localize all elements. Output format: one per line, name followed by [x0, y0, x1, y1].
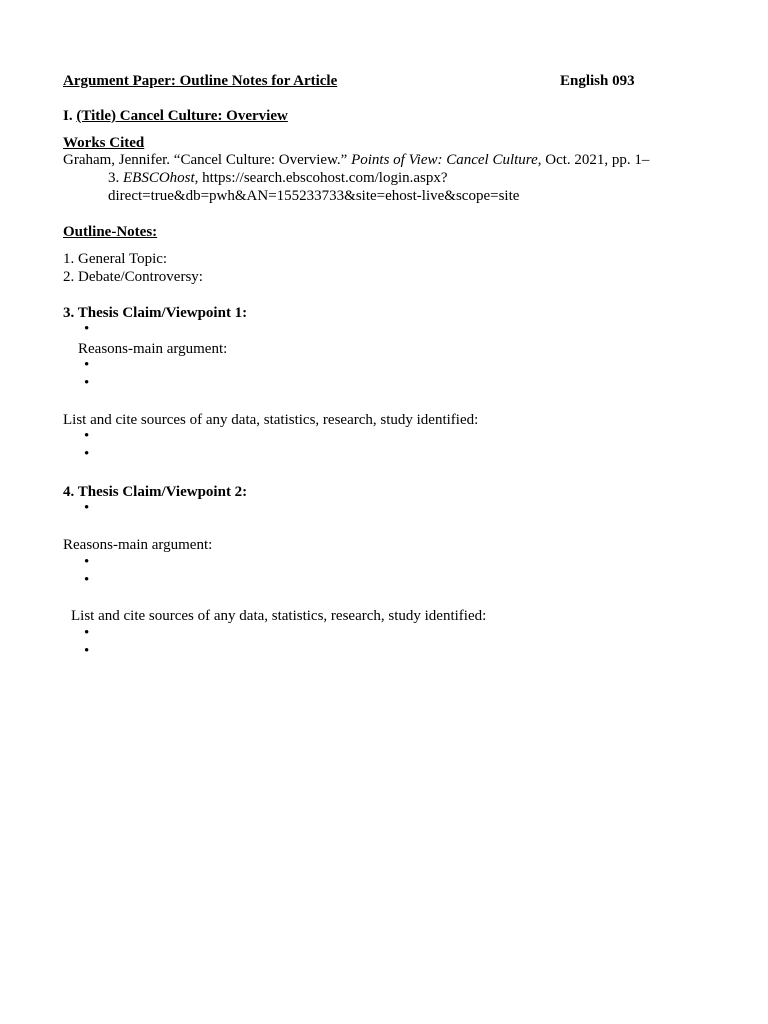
- citation-author: Graham, Jennifer. “Cancel Culture: Overview.”: [63, 152, 352, 168]
- citation-date: , Oct. 2021, pp. 1–: [537, 152, 650, 168]
- course-label: English 093: [560, 73, 635, 89]
- reasons-2-bullet: •: [84, 554, 90, 570]
- reasons-1-bullet: •: [84, 357, 90, 373]
- reasons-1-bullet: •: [84, 375, 90, 391]
- thesis-viewpoint-1-heading: 3. Thesis Claim/Viewpoint 1:: [63, 305, 248, 321]
- section-numeral: I.: [63, 108, 73, 124]
- sources-2-label: List and cite sources of any data, statistics, research, study identified:: [71, 608, 487, 624]
- sources-2-bullet: •: [84, 643, 90, 659]
- outline-notes-heading: Outline-Notes:: [63, 224, 158, 240]
- citation-source-title: Points of View: Cancel Culture: [351, 152, 538, 168]
- sources-1-label: List and cite sources of any data, statistics, research, study identified:: [63, 412, 479, 428]
- debate-controversy-item: 2. Debate/Controversy:: [63, 269, 203, 285]
- thesis-viewpoint-2-heading: 4. Thesis Claim/Viewpoint 2:: [63, 484, 248, 500]
- citation-line-2: [108, 169, 448, 187]
- citation-url-part1: , https://search.ebscohost.com/login.aspx?: [194, 170, 448, 186]
- works-cited-heading: Works Cited: [63, 135, 145, 151]
- sources-1-bullet: •: [84, 428, 90, 444]
- sources-2-bullet: •: [84, 625, 90, 641]
- citation-pages-end: 3.: [108, 170, 123, 186]
- thesis-1-bullet: •: [84, 321, 90, 337]
- reasons-1-label: Reasons-main argument:: [78, 341, 228, 357]
- citation-url-part2: direct=true&db=pwh&AN=155233733&site=ehost-live&scope=site: [108, 188, 520, 204]
- document-title: Argument Paper: Outline Notes for Article: [63, 73, 338, 89]
- general-topic-item: 1. General Topic:: [63, 251, 168, 267]
- thesis-2-bullet: •: [84, 500, 90, 516]
- reasons-2-bullet: •: [84, 572, 90, 588]
- citation-database: EBSCOhost: [123, 170, 195, 186]
- sources-1-bullet: •: [84, 446, 90, 462]
- reasons-2-label: Reasons-main argument:: [63, 537, 213, 553]
- section-title: [63, 107, 288, 125]
- citation-line-1: [63, 151, 649, 169]
- section-title-text: (Title) Cancel Culture: Overview: [76, 108, 288, 124]
